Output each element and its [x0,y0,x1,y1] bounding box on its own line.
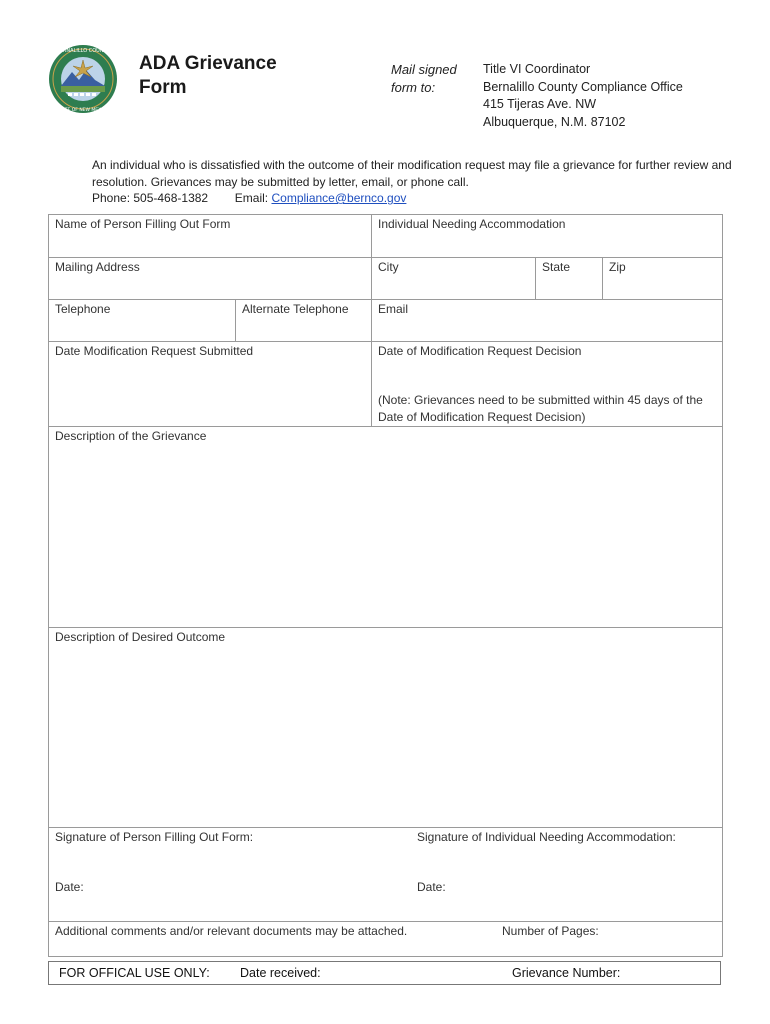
signature-section [49,828,722,922]
address-line-3: 415 Tijeras Ave. NW [483,97,597,111]
individual-field[interactable] [372,215,722,257]
mailing-address-label: Mailing Address [55,260,140,274]
grievance-description-label: Description of the Grievance [55,429,207,443]
seal-bottom-text: STATE OF NEW MEXICO [56,108,110,113]
intro-paragraph [92,157,732,207]
intro-text: An individual who is dissatisfied with the outcome of their modification request may file a grievance for further review and resolution. Grievances may be submitted by letter, email, or phone call. [92,158,732,189]
telephone-field[interactable] [49,300,236,341]
date-right-label[interactable]: Date: [417,880,446,894]
signature-person-label[interactable]: Signature of Person Filling Out Form: [55,830,254,844]
date-submitted-label: Date Modification Request Submitted [55,344,254,358]
mail-label-line-2: form to: [391,80,436,95]
contact-line [92,190,732,207]
seal-top-text: BERNALILLO COUNTY [56,48,110,54]
email-link[interactable]: Compliance@bernco.gov [271,191,407,205]
date-received-field[interactable]: Date received: [240,966,321,980]
number-of-pages-field[interactable]: Number of Pages: [502,924,599,938]
date-left-label[interactable]: Date: [55,880,84,894]
address-line-4: Albuquerque, N.M. 87102 [483,114,626,129]
email-field-label: Email [378,302,409,316]
desired-outcome-field[interactable] [49,628,722,827]
desired-outcome-label: Description of Desired Outcome [55,630,226,644]
name-person-field[interactable] [49,215,372,257]
email-field[interactable] [372,300,722,341]
date-decision-label: Date of Modification Request Decision [378,344,582,358]
address-line-2: Bernalillo County Compliance Office [483,79,683,94]
page-title [139,52,319,100]
deadline-note: (Note: Grievances need to be submitted within 45 days of the Date of Modification Request Decision) [378,393,703,424]
city-field[interactable] [372,258,536,299]
city-label: City [378,260,399,274]
zip-field[interactable] [603,258,722,299]
title-line-2: Form [139,77,187,98]
name-person-label: Name of Person Filling Out Form [55,217,231,231]
email-label: Email: [234,191,269,205]
telephone-label: Telephone [55,302,111,316]
county-seal-logo [48,42,118,116]
grievance-description-field[interactable] [49,427,722,627]
mailing-address-block [483,61,743,131]
individual-label: Individual Needing Accommodation [378,217,566,231]
alt-telephone-label: Alternate Telephone [242,302,349,316]
mail-label-line-1: Mail signed [391,62,457,77]
date-submitted-field[interactable] [49,342,372,426]
zip-label: Zip [609,260,626,274]
date-decision-field[interactable] [372,342,722,426]
grievance-form-table [48,214,723,957]
signature-individual-label[interactable]: Signature of Individual Needing Accommodation: [417,830,676,844]
mailing-address-field[interactable] [49,258,372,299]
mail-to-label [391,61,471,97]
official-use-label: FOR OFFICAL USE ONLY: [59,966,210,980]
official-use-box [48,961,721,985]
grievance-number-field[interactable]: Grievance Number: [512,966,621,980]
title-line-1: ADA Grievance [139,53,277,74]
state-label: State [542,260,571,274]
address-line-1: Title VI Coordinator [483,62,591,76]
phone-number: Phone: 505-468-1382 [92,191,209,205]
additional-comments-label: Additional comments and/or relevant documents may be attached. [55,924,408,938]
state-field[interactable] [536,258,603,299]
alt-telephone-field[interactable] [236,300,372,341]
